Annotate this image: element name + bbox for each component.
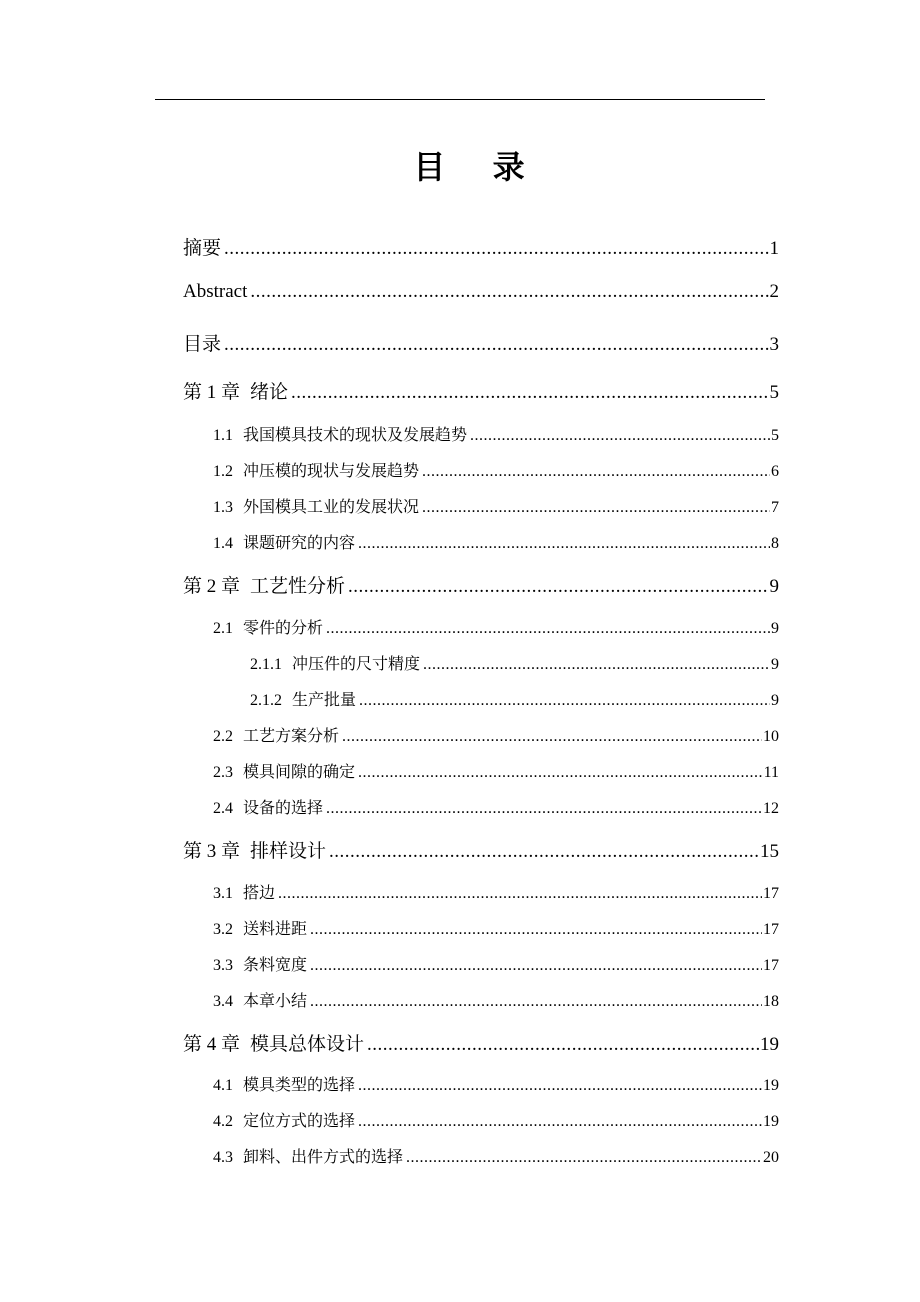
toc-dot-leader: [342, 728, 762, 746]
toc-entry-page-number: 17: [763, 957, 779, 974]
toc-entry-page-number: 17: [763, 885, 779, 902]
toc-entry-page-number: 5: [771, 427, 779, 444]
toc-dot-leader: [326, 620, 770, 638]
toc-entry-page-number: 6: [771, 463, 779, 480]
page-title: 目 录: [413, 148, 543, 186]
toc-entry-number: 2.2: [213, 728, 233, 745]
toc-entry-number: 第 2 章: [183, 576, 241, 597]
toc-dot-leader: [310, 921, 762, 939]
toc-entry[interactable]: [183, 836, 779, 863]
toc-entry[interactable]: [213, 880, 779, 903]
toc-entry-title: 搭边: [243, 883, 276, 902]
toc-entry-title: 条料宽度: [243, 955, 308, 974]
toc-dot-leader: [291, 382, 768, 404]
toc-dot-leader: [278, 885, 762, 903]
toc-entry-number: 1.2: [213, 463, 233, 480]
toc-entry[interactable]: [183, 377, 779, 404]
toc-entry[interactable]: [213, 615, 779, 638]
toc-dot-leader: [348, 576, 768, 598]
toc-entry-title: 定位方式的选择: [243, 1111, 356, 1130]
toc-entry[interactable]: [213, 952, 779, 975]
toc-dot-leader: [250, 281, 768, 303]
toc-entry-page-number: 19: [763, 1113, 779, 1130]
toc-entry-number: 1.3: [213, 499, 233, 516]
toc-dot-leader: [470, 427, 770, 445]
toc-entry-title: 模具间隙的确定: [243, 762, 356, 781]
toc-dot-leader: [358, 764, 763, 782]
toc-entry-title: 卸料、出件方式的选择: [243, 1147, 404, 1166]
toc-entry-title: 冲压模的现状与发展趋势: [243, 461, 420, 480]
toc-entry[interactable]: [250, 651, 779, 674]
toc-dot-leader: [359, 692, 770, 710]
toc-entry-number: 2.4: [213, 800, 233, 817]
toc-entry-title: 设备的选择: [243, 798, 324, 817]
toc-entry[interactable]: [183, 281, 779, 303]
toc-entry[interactable]: [213, 916, 779, 939]
toc-entry[interactable]: [250, 687, 779, 710]
toc-entry-title: 生产批量: [292, 690, 357, 709]
toc-entry-number: 3.4: [213, 993, 233, 1010]
toc-entry-title: 绪论: [250, 381, 289, 403]
toc-entry-number: 1.4: [213, 535, 233, 552]
toc-entry[interactable]: [213, 1108, 779, 1131]
toc-entry-title: 工艺性分析: [250, 575, 346, 597]
toc-entry-page-number: 20: [763, 1149, 779, 1166]
toc-entry-title: 我国模具技术的现状及发展趋势: [243, 425, 468, 444]
toc-entry[interactable]: [213, 422, 779, 445]
toc-entry-number: 1.1: [213, 427, 233, 444]
toc-entry[interactable]: [213, 1072, 779, 1095]
toc-entry-number: 3.3: [213, 957, 233, 974]
toc-entry-number: 第 1 章: [183, 382, 241, 403]
toc-dot-leader: [310, 993, 762, 1011]
toc-entry-page-number: 9: [769, 576, 779, 597]
toc-entry-title: 送料进距: [243, 919, 308, 938]
toc-entry-page-number: 5: [769, 382, 779, 403]
toc-entry-page-number: 11: [763, 764, 779, 781]
toc-entry-page-number: 1: [769, 238, 779, 259]
toc-entry-title: 模具类型的选择: [243, 1075, 356, 1094]
toc-entry-number: 2.3: [213, 764, 233, 781]
toc-entry-title: 冲压件的尺寸精度: [292, 654, 421, 673]
toc-entry-page-number: 8: [771, 535, 779, 552]
toc-dot-leader: [406, 1149, 762, 1167]
toc-entry[interactable]: [213, 988, 779, 1011]
toc-entry-page-number: 19: [760, 1034, 779, 1055]
toc-entry-title: 排样设计: [250, 840, 327, 862]
toc-entry[interactable]: [183, 233, 779, 260]
toc-entry-page-number: 7: [771, 499, 779, 516]
toc-entry[interactable]: [183, 1029, 779, 1056]
toc-entry[interactable]: [213, 795, 779, 818]
toc-entry-title: 摘要: [183, 237, 222, 259]
toc-entry-title: 本章小结: [243, 991, 308, 1010]
toc-entry-title: Abstract: [183, 281, 248, 302]
toc-dot-leader: [310, 957, 762, 975]
toc-entry-title: 目录: [183, 333, 222, 355]
toc-dot-leader: [224, 238, 768, 260]
toc-entry-page-number: 9: [771, 620, 779, 637]
toc-entry-page-number: 12: [763, 800, 779, 817]
toc-entry[interactable]: [213, 494, 779, 517]
toc-dot-leader: [423, 656, 770, 674]
toc-entry[interactable]: [213, 458, 779, 481]
toc-entry-number: 第 4 章: [183, 1034, 241, 1055]
toc-entry-number: 3.2: [213, 921, 233, 938]
toc-dot-leader: [358, 535, 770, 553]
toc-entry-title: 零件的分析: [243, 618, 324, 637]
toc-entry-title: 模具总体设计: [250, 1033, 365, 1055]
toc-entry-page-number: 18: [763, 993, 779, 1010]
toc-entry-page-number: 17: [763, 921, 779, 938]
toc-dot-leader: [329, 841, 759, 863]
toc-dot-leader: [422, 499, 770, 517]
toc-entry-title: 外国模具工业的发展状况: [243, 497, 420, 516]
toc-entry[interactable]: [213, 723, 779, 746]
toc-entry[interactable]: [213, 530, 779, 553]
toc-entry-number: 2.1: [213, 620, 233, 637]
toc-entry[interactable]: [213, 759, 779, 782]
toc-entry-page-number: 15: [760, 841, 779, 862]
toc-entry-page-number: 2: [769, 281, 779, 302]
toc-dot-leader: [326, 800, 762, 818]
toc-entry-number: 4.1: [213, 1077, 233, 1094]
toc-dot-leader: [367, 1034, 759, 1056]
toc-entry-number: 4.3: [213, 1149, 233, 1166]
toc-entry-number: 2.1.1: [250, 656, 282, 673]
toc-entry[interactable]: [183, 329, 779, 356]
toc-entry-number: 第 3 章: [183, 841, 241, 862]
toc-entry-number: 2.1.2: [250, 692, 282, 709]
toc-entry-title: 工艺方案分析: [243, 726, 340, 745]
toc-entry-number: 4.2: [213, 1113, 233, 1130]
toc-dot-leader: [422, 463, 770, 481]
toc-dot-leader: [358, 1077, 762, 1095]
toc-entry-number: 3.1: [213, 885, 233, 902]
toc-entry-page-number: 19: [763, 1077, 779, 1094]
toc-entry-title: 课题研究的内容: [243, 533, 356, 552]
toc-entry-page-number: 9: [771, 692, 779, 709]
toc-dot-leader: [358, 1113, 762, 1131]
toc-entry-page-number: 10: [763, 728, 779, 745]
toc-entry-page-number: 3: [769, 334, 779, 355]
toc-entry-page-number: 9: [771, 656, 779, 673]
toc-dot-leader: [224, 334, 768, 356]
toc-entry[interactable]: [183, 571, 779, 598]
toc-entry[interactable]: [213, 1144, 779, 1167]
